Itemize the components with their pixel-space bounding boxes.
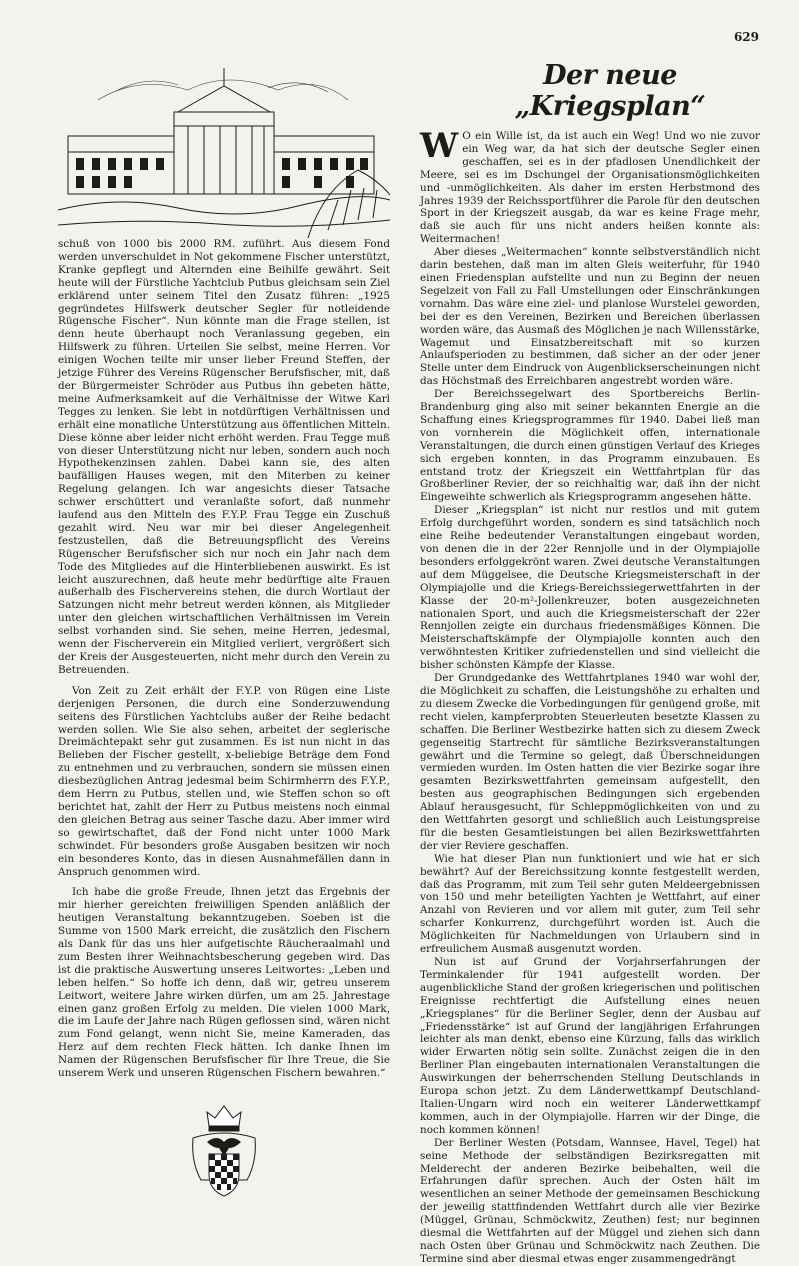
article-title: Der neue „Kriegsplan“ xyxy=(514,60,706,122)
right-paragraph-2: Aber dieses „Weitermachen“ konnte selbstverständlich nicht darin bestehen, daß man im alten Gleis weiterfuhr, für 1940 einen Friedensplan aufstellte und nun zu Beginn der neuen Segelzeit von Fall zu Fall Umstellungen oder Einschränkungen vornahm. Das wäre eine ziel- und planlose Wurstelei geworden, bei der es den Vereinen, Bezirken und Bereichen überlassen worden wäre, das Ausmaß des Möglichen je nach Willensstärke, Wagemut und Einsatzbereitschaft mit so kurzen Anlaufsperioden zu bestimmen, daß sicher an der oder jener Stelle unter dem Eindruck von Augenblickserscheinungen nicht das Höchstmaß des Erreichbaren angestrebt worden wäre. xyxy=(420,246,760,388)
drop-cap: W xyxy=(420,126,459,166)
crest-emblem xyxy=(187,1102,261,1200)
right-paragraph-7: Nun ist auf Grund der Vorjahrserfahrungen der Terminkalender für 1941 aufgestellt worden. Der augenblickliche Stand der großen kriegerischen und politischen Ereignisse rechtfertigt die Aufstellung eines neuen „Kriegsplanes“ für die Berliner Segler, denn der Ausbau auf „Friedensstärke“ ist auf Grund der langjährigen Erfahrungen leichter als man denkt, ebenso eine Kürzung, falls das wirklich wider Erwarten nötig sein sollte. Zunächst zeigen die in den Berliner Plan eingebauten internationalen Veranstaltungen die Auswirkungen der beherrschenden Stellung Deutschlands in Europa schon jetzt. Zu dem Länderwettkampf Deutschland-Italien-Ungarn wird noch ein weiterer Länderwettkampf kommen, auch in der Olympiajolle. Harren wir der Dinge, die noch kommen können! xyxy=(420,956,760,1136)
right-paragraph-5: Der Grundgedanke des Wettfahrtplanes 1940 war wohl der, die Möglichkeit zu schaffen, die Leistungshöhe zu erhalten und zu diesem Zwecke die Vorbedingungen für genügend große, mit recht vielen, kampferprobten Steuerleuten besetzte Klassen zu schaffen. Die Berliner Westbezirke hatten sich zu diesem Zweck gegenseitig Startrecht für sämtliche Bezirksveranstaltungen gewährt und die Termine so gelegt, daß Überschneidungen vermieden wurden. Im Osten hatten die vier Bezirke sogar ihre gesamten Bezirkswettfahrten gemeinsam aufgestellt, den besten aus geographischen Bedingungen sich ergebenden Ablauf herausgesucht, für Schleppmöglichkeiten von und zu den Wettfahrten gesorgt und schließlich auch Leistungspreise für die besten Gesamtleistungen bei allen Bezirkswettfahrten der vier Reviere geschaffen. xyxy=(420,672,760,852)
right-paragraph-4: Dieser „Kriegsplan“ ist nicht nur restlos und mit gutem Erfolg durchgeführt worden, sondern es sind tatsächlich noch eine Reihe bedeutender Veranstaltungen eingebaut worden, von denen die in der 22er Rennjolle und in der Olympiajolle besonders erfolggekrönt waren. Zwei deutsche Veranstaltungen auf dem Müggelsee, die Deutsche Kriegsmeisterschaft in der Olympiajolle und die Kriegs-Bereichssiegerwettfahrten in der Klasse der 20-m²-Jollenkreuzer, boten ausgezeichneten nationalen Sport, und auch die Kriegsmeisterschaft der 22er Rennjollen zeigte ein durchaus friedensmäßiges Können. Die Meisterschaftskämpfe der Olympiajolle konnten auch den verwöhntesten Kritiker zufriedenstellen und sind vielleicht die bisher schönsten Kämpfe der Klasse. xyxy=(420,504,760,672)
right-paragraph-6: Wie hat dieser Plan nun funktioniert und wie hat er sich bewährt? Auf der Bereichssitzung konnte festgestellt werden, daß das Programm, mit zum Teil sehr guten Meldeergebnissen von 150 und mehr beteiligten Yachten je Wettfahrt, auf einer Anzahl von Revieren und vor allem mit guter, zum Teil sehr scharfer Konkurrenz, durchgeführt worden ist. Auch die Möglichkeiten für Nachmeldungen von Urlaubern sind in erfreulichem Ausmaß ausgenutzt worden. xyxy=(420,852,760,956)
right-paragraph-3: Der Bereichssegelwart des Sportbereichs Berlin-Brandenburg ging also mit seiner bekannten Energie an die Schaffung eines Kriegsprogrammes für 1940. Dabei ließ man von vornherein die Möglichkeit offen, internationale Veranstaltungen, die durch einen günstigen Verlauf des Krieges sich ergeben konnten, in das Programm einzubauen. Es entstand trotz der Kriegszeit ein Wettfahrtplan für das Großberliner Revier, der so reichhaltig war, daß ihn der nicht Eingeweihte schwerlich als Kriegsprogramm angesehen hätte. xyxy=(420,388,760,504)
right-article-text xyxy=(420,126,760,1266)
left-paragraph-2: Von Zeit zu Zeit erhält der F.Y.P. von Rügen eine Liste derjenigen Personen, die durch eine Sonderzuwendung seitens des Fürstlichen Yachtclubs außer der Reihe bedacht werden sollen. Wie Sie also sehen, arbeitet der seglerische Dreimächtepakt sehr gut zusammen. Es ist nun nicht in das Belieben der Fischer gestellt, x-beliebige Beträge dem Fond zu entnehmen und zu verbrauchen, sondern sie müssen einen diesbezüglichen Antrag jedesmal beim Schirmherrn des F.Y.P., dem Herrn zu Putbus, stellen und, wie Steffen schon so oft berichtet hat, zahlt der Herr zu Putbus meistens noch einmal den gleichen Betrag aus seiner Tasche dazu. Aber immer wird so gewirtschaftet, daß der Fond nicht unter 1000 Mark schwindet. Für besonders große Ausgaben besitzen wir noch ein besonderes Konto, das in diesen Ausnahmefällen dann in Anspruch genommen wird. xyxy=(58,684,390,878)
right-paragraph-1 xyxy=(420,126,760,246)
left-paragraph-3: Ich habe die große Freude, Ihnen jetzt das Ergebnis der mir hierher gereichten freiwilligen Spenden anläßlich der heutigen Veranstaltung bekanntzugeben. Soeben ist die Summe von 1500 Mark erreicht, die zusätzlich den Fischern als Dank für das uns hier aufgetischte Räucheraalmahl und zum Besten ihrer Weihnachtsbescherung gegeben wird. Das ist die praktische Auswertung unseres Leitwortes: „Leben und leben helfen.“ So hoffe ich denn, daß wir, getreu unserem Leitwort, weitere Jahre wirken dürfen, um am 25. Jahrestage einen ganz großen Erfolg zu melden. Die vielen 1000 Mark, die im Laufe der Jahre nach Rügen geflossen sind, wären nicht zum Fond gelangt, wenn nicht Sie, meine Kameraden, das Herz auf dem rechten Fleck hätten. Ich danke Ihnen im Namen der Rügenschen Berufsfischer für Ihre Treue, die Sie unserem Werk und unseren Rügenschen Fischern bewahren.“ xyxy=(58,886,390,1080)
left-column xyxy=(58,60,390,1200)
left-article-text xyxy=(58,238,390,1080)
left-paragraph-1: schuß von 1000 bis 2000 RM. zuführt. Aus diesem Fond werden unverschuldet in Not gekommene Fischer unterstützt, Kranke gepflegt und Alternden eine Beihilfe gewährt. Seit heute will der Fürstliche Yachtclub Putbus gleichsam sein Ziel erklärend unter seinem Titel den Zusatz führen: „1925 gegründetes Hilfswerk deutscher Segler für notleidende Rügensche Fischer“. Nun könnte man die Frage stellen, ist denn heute überhaupt noch Veranlassung gegeben, ein Hilfswerk zu führen. Urteilen Sie selbst, meine Herren. Vor einigen Wochen teilte mir unser lieber Freund Steffen, der jetzige Führer des Vereins Rügenscher Berufsfischer, mit, daß der Bürgermeister Schröder aus Putbus ihn gebeten hätte, meine Aufmerksamkeit auf die Verhältnisse der Witwe Karl Tegges zu lenken. Sie lebt in notdürftigen Verhältnissen und erhält eine monatliche Unterstützung aus öffentlichen Mitteln. Diese könne aber leider nicht erhöht werden. Frau Tegge muß von dieser Unterstützung nicht nur leben, sondern auch noch Hypothekenzinsen zahlen. Dabei kann sie, des alten baufälligen Hauses wegen, mit den Miterben zu keiner Regelung gelangen. Ich war angesichts dieser Tatsache schwer erschüttert und veranlaßte sofort, daß nunmehr laufend aus den Mitteln des F.Y.P. Frau Tegge ein Zuschuß gezahlt wird. Neu war mir bei dieser Angelegenheit festzustellen, daß die Betreuungspflicht des Vereins Rügenscher Berufsfischer sich nur noch ein Jahr nach dem Tode des Mitgliedes auf die Hinterbliebenen auswirkt. Es ist leicht auszurechnen, daß heute mehr bedürftige alte Frauen außerhalb des Fischervereins stehen, die durch Wortlaut der Satzungen nicht mehr betreut werden können, als Mitglieder unter den gleichen wirtschaftlichen Verhältnissen im Verein selbst vorhanden sind. Sie sehen, meine Herren, jedesmal, wenn der Fischerverein ein Mitglied verliert, vergrößert sich der Kreis der Ausgesteuerten, nicht mehr durch den Verein zu Betreuenden. xyxy=(58,238,390,676)
right-column xyxy=(420,60,760,1266)
page-number: 629 xyxy=(733,30,759,44)
palace-illustration xyxy=(58,60,390,238)
right-paragraph-1-text: O ein Wille ist, da ist auch ein Weg! Und wo nie zuvor ein Weg war, da hat sich der deutsche Segler einen geschaffen, sei es in der pfadlosen Unendlichkeit der Meere, sei es im Dschungel der Organisationsmöglichkeiten und -unmöglichkeiten. Als daher im ersten Herbstmond des Jahres 1939 der Reichssportführer die Parole für den deutschen Sport in der Kriegszeit ausgab, da war es keine Frage mehr, daß sie auch für uns nicht anders heißen konnte als: Weitermachen! xyxy=(420,130,760,246)
right-paragraph-8: Der Berliner Westen (Potsdam, Wannsee, Havel, Tegel) hat seine Methode der selbständigen Bezirksregatten mit Melderecht der anderen Bezirke beibehalten, weil die Erfahrungen dafür sprechen. Auch der Osten hält im wesentlichen an seiner Methode der gemeinsamen Beschickung der jeweilig stattfindenden Wettfahrt durch alle vier Bezirke (Müggel, Grünau, Schmöckwitz, Zeuthen) fest; nur beginnen diesmal die Wettfahrten auf der Müggel und ziehen sich dann nach Osten über Grünau und Schmöckwitz nach Zeuthen. Die Termine sind aber diesmal etwas enger zusammengedrängt xyxy=(420,1136,760,1265)
